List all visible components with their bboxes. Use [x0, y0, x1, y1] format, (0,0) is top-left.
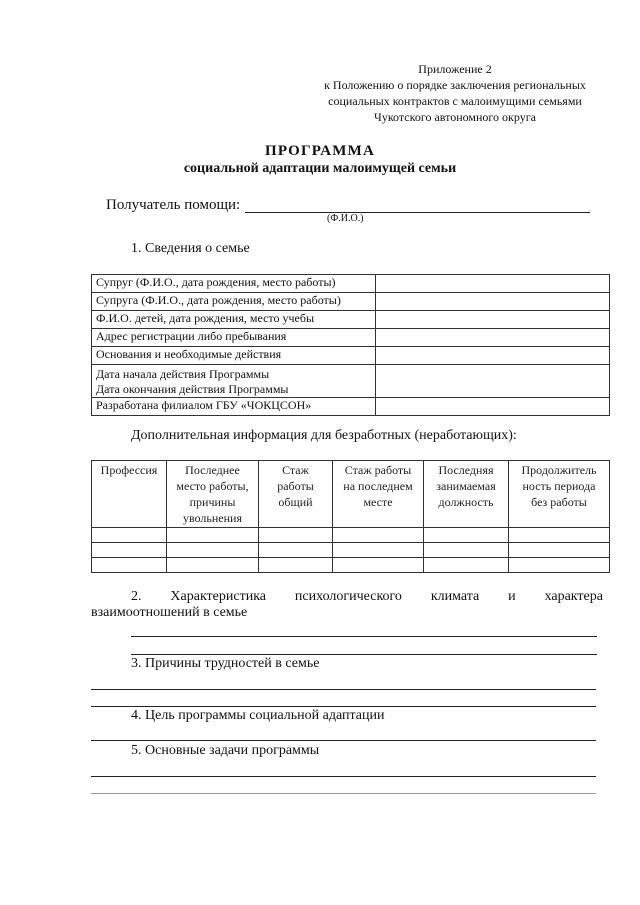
table-row — [92, 365, 610, 398]
column-header: Последнее место работы, причины увольнения — [167, 461, 259, 528]
cell[interactable] — [92, 543, 167, 558]
header-row — [92, 461, 610, 528]
column-header: Последняя занимаемая должность — [424, 461, 509, 528]
section4-heading: 4. Цель программы социальной адаптации — [131, 708, 385, 723]
cell[interactable] — [509, 528, 610, 543]
table-row — [92, 275, 610, 293]
cell[interactable] — [167, 528, 259, 543]
cell[interactable] — [259, 528, 333, 543]
value-cell[interactable] — [376, 329, 610, 347]
cell[interactable] — [509, 558, 610, 573]
document-subtitle: социальной адаптации малоимущей семьи — [183, 161, 457, 176]
annex-text-line: к Положению о порядке заключения региональных — [324, 78, 586, 92]
table-row — [92, 528, 610, 543]
start-date-label: Дата начала действия Программы — [96, 367, 270, 381]
table-row — [92, 558, 610, 573]
cell[interactable] — [167, 543, 259, 558]
section5-heading: 5. Основные задачи программы — [131, 743, 320, 758]
answer-line[interactable] — [91, 740, 596, 741]
cell[interactable] — [509, 543, 610, 558]
answer-line[interactable] — [131, 654, 597, 655]
table-row — [92, 398, 610, 416]
unemployed-heading: Дополнительная информация для безработных (неработающих): — [131, 428, 517, 443]
answer-line[interactable] — [91, 793, 596, 794]
section1-heading: 1. Сведения о семье — [131, 241, 250, 256]
row-label: Основания и необходимые действия — [92, 347, 376, 365]
answer-line[interactable] — [91, 776, 596, 777]
value-cell[interactable] — [376, 275, 610, 293]
cell[interactable] — [333, 558, 424, 573]
row-label: Супруга (Ф.И.О., дата рождения, место работы) — [92, 293, 376, 311]
table-row — [92, 329, 610, 347]
annex-number: Приложение 2 — [418, 62, 492, 76]
value-cell[interactable] — [376, 293, 610, 311]
table-row — [92, 311, 610, 329]
value-cell[interactable] — [376, 347, 610, 365]
annex-text-line: социальных контрактов с малоимущими семьями — [328, 94, 582, 108]
document-title: ПРОГРАММА — [265, 143, 375, 159]
column-header: Продолжитель ность периода без работы — [509, 461, 610, 528]
cell[interactable] — [424, 543, 509, 558]
table-row — [92, 293, 610, 311]
value-cell[interactable] — [376, 311, 610, 329]
annex-text-line: Чукотского автономного округа — [374, 110, 536, 124]
recipient-name-field[interactable] — [245, 212, 590, 213]
cell[interactable] — [259, 558, 333, 573]
cell[interactable] — [167, 558, 259, 573]
column-header: Стаж работы на последнем месте — [333, 461, 424, 528]
cell[interactable] — [424, 558, 509, 573]
table-row — [92, 543, 610, 558]
end-date-label: Дата окончания действия Программы — [96, 382, 289, 396]
row-label: Адрес регистрации либо пребывания — [92, 329, 376, 347]
row-label: Ф.И.О. детей, дата рождения, место учебы — [92, 311, 376, 329]
row-label: Супруг (Ф.И.О., дата рождения, место работы) — [92, 275, 376, 293]
recipient-label: Получатель помощи: — [106, 197, 241, 213]
unemployed-table — [91, 460, 610, 573]
cell[interactable] — [92, 528, 167, 543]
row-label — [92, 365, 376, 398]
section2-heading: 2. Характеристика психологического климата и характера — [131, 589, 603, 604]
table-row — [92, 347, 610, 365]
row-label: Разработана филиалом ГБУ «ЧОКЦСОН» — [92, 398, 376, 416]
value-cell[interactable] — [376, 398, 610, 416]
section2-heading-cont: взаимоотношений в семье — [91, 605, 248, 620]
cell[interactable] — [333, 528, 424, 543]
cell[interactable] — [259, 543, 333, 558]
answer-line[interactable] — [131, 636, 597, 637]
column-header: Профессия — [92, 461, 167, 528]
section3-heading: 3. Причины трудностей в семье — [131, 656, 320, 671]
recipient-caption: (Ф.И.О.) — [327, 213, 364, 224]
column-header: Стаж работы общий — [259, 461, 333, 528]
answer-line[interactable] — [91, 706, 596, 707]
annex-header — [300, 61, 610, 125]
cell[interactable] — [92, 558, 167, 573]
answer-line[interactable] — [91, 689, 596, 690]
cell[interactable] — [333, 543, 424, 558]
value-cell[interactable] — [376, 365, 610, 398]
cell[interactable] — [424, 528, 509, 543]
family-info-table — [91, 274, 610, 416]
